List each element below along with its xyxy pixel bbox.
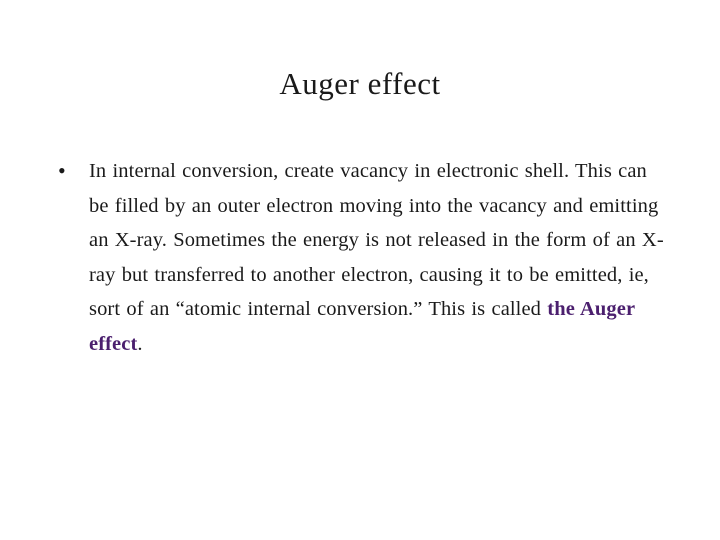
bullet-text [89, 154, 668, 361]
bullet-icon: • [58, 158, 66, 183]
bullet-end-punctuation: . [137, 332, 143, 355]
bullet-body-text: In internal conversion, create vacancy in electronic shell. This can be filled by an outer electron moving into the vacancy and emitting an X-ray. Sometimes the energy is not released in the form of an X-ray but transferred to another electron, causing it to be emitted, ie, sort of an “atomic internal conversion.” This is called [89, 160, 664, 320]
bullet-item [58, 154, 668, 361]
highlighted-term: the Auger effect [89, 298, 635, 355]
slide-title: Auger effect [279, 66, 441, 101]
